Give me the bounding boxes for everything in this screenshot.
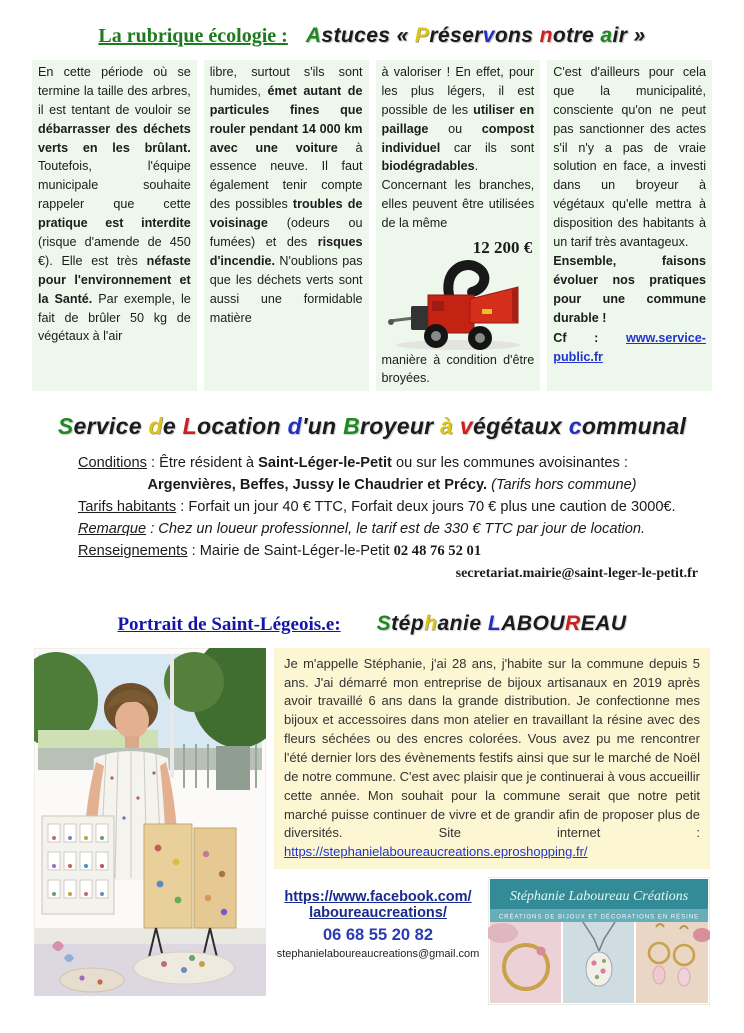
facebook-link-line1[interactable]: https://www.facebook.com/ [284, 889, 472, 906]
bio-box [274, 648, 710, 869]
ecology-column-3-text: à valoriser ! En effet, pour les plus légers, il est possible de les utiliser en paillage ou compost individuel car ils sont biodégradables. Concernant les branches, elles peuvent être utilisées de la même [381, 65, 535, 231]
ecology-column-2-text: libre, surtout s'ils sont humides, émet autant de particules fines que rouler pendant 14 000 km avec une voiture à essence neuve. Il faut également tenir compte des possibles troubles de voisinage (odeurs ou fumées) et des risques d'incendie. N'oublions pas que les déchets verts sont aussi une formidable matière [209, 65, 363, 325]
contact-email: stephanielaboureaucreations@gmail.com [276, 948, 480, 961]
bio-text: Je m'appelle Stéphanie, j'ai 28 ans, j'habite sur la commune depuis 5 ans. J'ai démarré mon entreprise de bijoux artisanaux en 2019 après avoir travaillé 6 ans dans la grande distribution. Je confectionne mes bijoux et accessoires dans mon atelier en travaillant la résine avec des fleurs séchées ou des encres colorées. Vous avez pu me rencontrer l'été dernier lors des évènements festifs ainsi que sur le marché de Noël de notre commune. C'est avec plaisir que je continuerai à vous accueillir cette année. Mon souhait pour la commune serait que notre petit marché puisse continuer de vivre et de grandir afin de proposer plus de diversités. [284, 655, 700, 841]
site-internet-link[interactable]: https://stephanielaboureaucreations.eproshopping.fr/ [284, 844, 588, 860]
portrait-rubric-title: Portrait de Saint-Légeois.e: [117, 613, 341, 635]
stephanie-photo [34, 648, 266, 1010]
remarque-line: Remarque : Chez un loueur professionnel, le tarif est de 330 € TTC par jour de location. [78, 520, 646, 537]
facebook-link-line2[interactable]: laboureaucreations/ [309, 905, 447, 922]
jewelry-banner-subtitle: Créations de bijoux et décorations en résine [498, 914, 700, 921]
phone-number: 06 68 55 20 82 [322, 926, 434, 945]
contact-row [274, 877, 710, 1010]
wood-chipper-image [384, 259, 532, 351]
jewelry-banner-title: Stéphanie Laboureau Créations [509, 889, 689, 905]
ecology-column-1 [32, 60, 197, 391]
contact-block [274, 877, 482, 1010]
site-internet-label: Site internet : [438, 825, 700, 841]
portrait-name-headline: Stéphanie LABOUREAU [376, 611, 627, 635]
communes-line: Argenvières, Beffes, Jussy le Chaudrier et Précy. (Tarifs hors commune) [147, 477, 637, 494]
chipper-price: 12 200 € [472, 238, 533, 258]
ecology-headline: Astuces « Préservons notre air » [305, 24, 646, 47]
tarifs-line: Tarifs habitants : Forfait un jour 40 € TTC, Forfait deux jours 70 € plus une caution de 3000€. [78, 499, 676, 516]
renseignements-line: Renseignements : Mairie de Saint-Léger-le-Petit 02 48 76 52 01 [78, 542, 482, 559]
portrait-body [34, 648, 710, 1010]
service-details [78, 453, 706, 583]
jewelry-banner-image [488, 877, 710, 1010]
ecology-article [32, 60, 712, 391]
ecology-header [0, 0, 744, 48]
cf-line [553, 329, 706, 367]
ecology-column-2 [204, 60, 369, 391]
conditions-line: Conditions : Être résident à Saint-Léger-le-Petit ou sur les communes avoisinantes : [78, 455, 628, 472]
portrait-right-column [274, 648, 710, 1010]
rubric-ecology-title: La rubrique écologie : [98, 25, 288, 47]
ecology-column-1-text: En cette période où se termine la taille des arbres, il est tentant de vouloir se débarrasser des déchets verts en les brûlant. Toutefois, l'équipe municipale souhaite rappeler que cette pratique est interdite (risque d'amende de 450 €). Elle est très néfaste pour l'environnement et la Santé. Par exemple, le fait de brûler 50 kg de végétaux à l'air [38, 65, 191, 344]
ecology-column-3 [376, 60, 541, 391]
cf-label: Cf : [553, 331, 626, 346]
ecology-column-3-tail: manière à condition d'être broyées. [381, 352, 535, 386]
mairie-email: secretariat.mairie@saint-leger-le-petit.fr [455, 565, 698, 581]
ecology-column-4-text: C'est d'ailleurs pour cela que la municipalité, consciente qu'on ne peut pas sanctionner des actes s'il n'y a pas de vraie solution en face, a investi dans un broyeur à végétaux qu'elle mettra à disposition des habitants à un tarif très avantageux. Ensemble, faisons évoluer nos pratiques pour une commune durable ! [553, 65, 706, 325]
service-location-title: Service de Location d'un Broyeur à végétaux communal [57, 413, 687, 440]
ecology-column-4 [547, 60, 712, 391]
service-public-link[interactable]: www.service-public.fr [553, 331, 706, 365]
portrait-header [0, 612, 744, 636]
